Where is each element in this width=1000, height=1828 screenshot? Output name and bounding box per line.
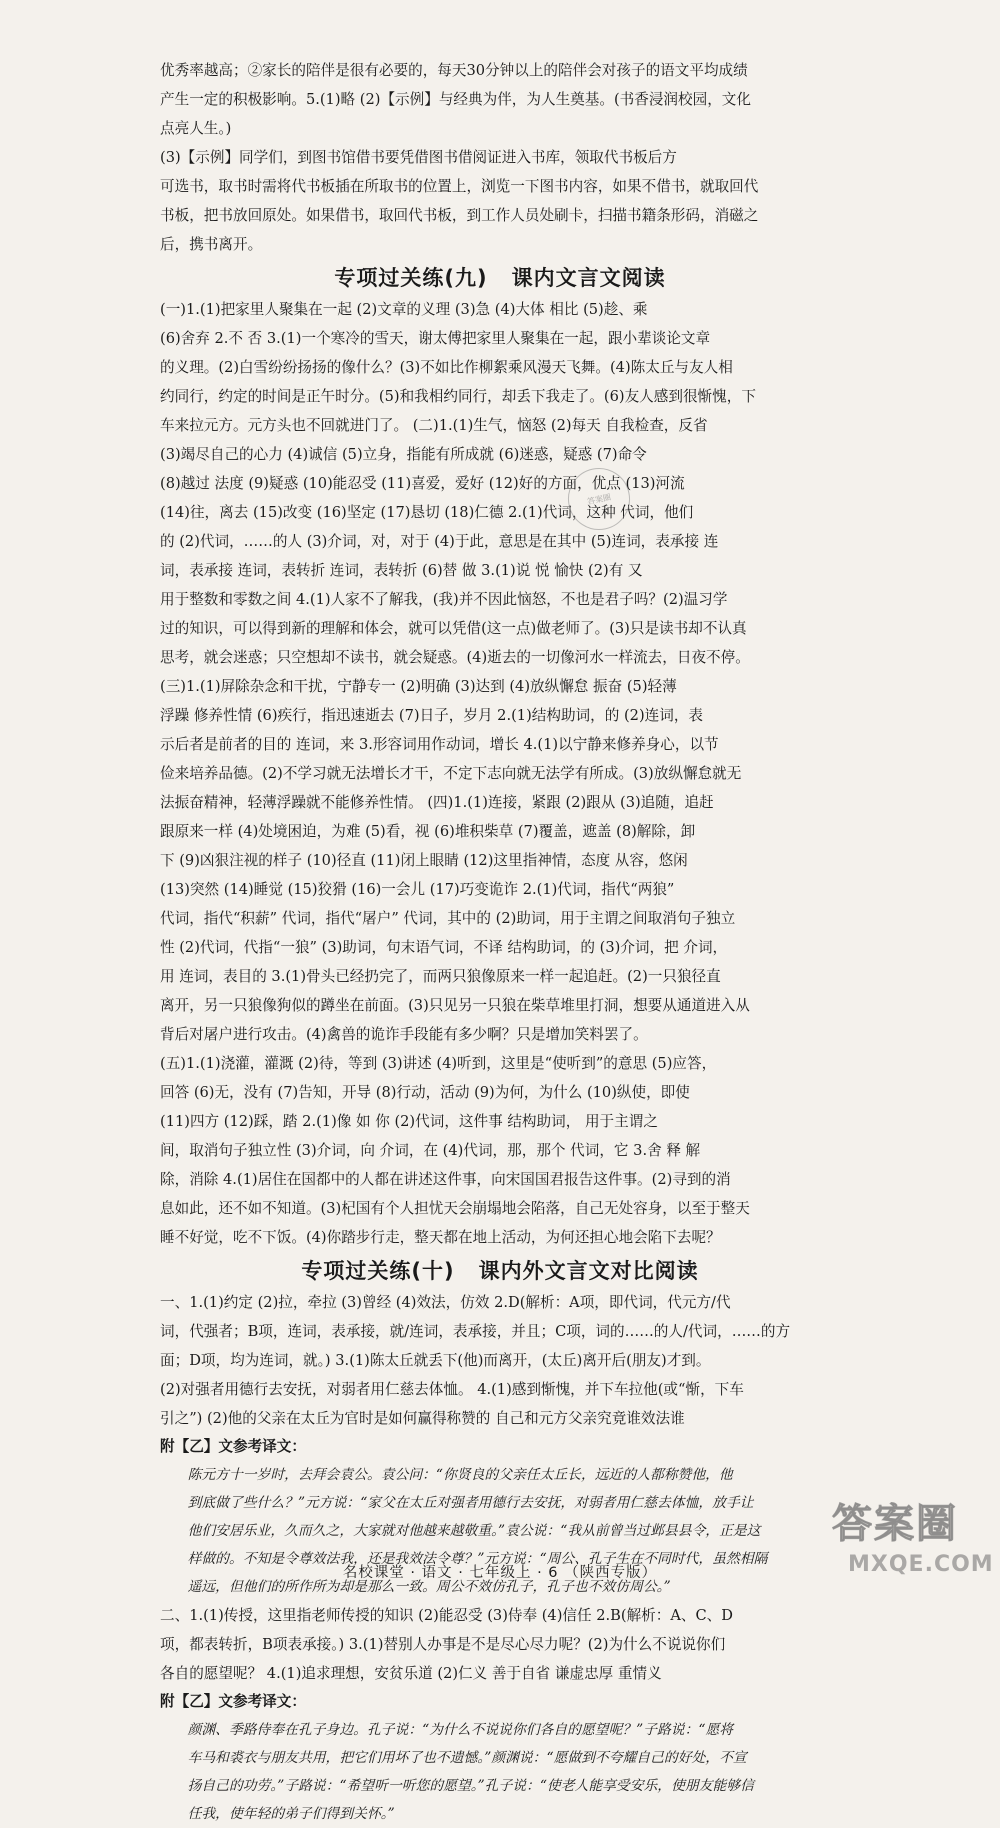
answer-line: 约同行，约定的时间是正午时分。(5)和我相约同行，却丢下我走了。(6)友人感到很惭愧，下 [160, 388, 756, 405]
answer-line: 的 (2)代词，……的人 (3)介词，对，对于 (4)于此，意思是在其中 (5)连词，表承接 连 [160, 533, 719, 550]
answer-line: (8)越过 法度 (9)疑惑 (10)能忍受 (11)喜爱，爱好 (12)好的方面，优点 (13)河流 [160, 475, 685, 492]
intro-line: 优秀率越高；②家长的陪伴是很有必要的，每天30分钟以上的陪伴会对孩子的语文平均成绩 [160, 62, 748, 79]
section-9-heading [160, 261, 840, 295]
translation-2 [160, 1716, 840, 1828]
section-10-part-1 [160, 1288, 840, 1433]
answer-line: (11)四方 (12)踩，踏 2.(1)像 如 你 (2)代词，这件事 结构助词， 用于主谓之 [160, 1113, 658, 1130]
translation-line: 到底做了些什么？”元方说：“家父在太丘对强者用德行去安抚，对弱者用仁慈去体恤，放手让 [187, 1495, 754, 1511]
translation-line: 陈元方十一岁时，去拜会袁公。袁公问：“你贤良的父亲任太丘长，远近的人都称赞他，他 [187, 1467, 733, 1483]
answer-line: 间，取消句子独立性 (3)介词，向 介词，在 (4)代词，那，那个 代词，它 3.舍 释 解 [160, 1142, 701, 1159]
translation-line: 遥远，但他们的所作所为却是那么一致。周公不效仿孔子，孔子也不效仿周公。” [187, 1579, 671, 1595]
watermark-url: MXQE.COM [848, 1552, 994, 1577]
answer-line: 二、1.(1)传授，这里指老师传授的知识 (2)能忍受 (3)侍奉 (4)信任 2.B(解析：A、C、D [160, 1607, 733, 1624]
intro-line: 书板，把书放回原处。如果借书，取回代书板，到工作人员处刷卡，扫描书籍条形码，消磁之 [160, 207, 759, 224]
answer-line: 跟原来一样 (4)处境困迫，为难 (5)看，视 (6)堆积柴草 (7)覆盖，遮盖 (8)解除，卸 [160, 823, 696, 840]
stamp-text: 答案圈 [586, 492, 612, 506]
answer-line: 下 (9)凶狠注视的样子 (10)径直 (11)闭上眼睛 (12)这里指神情，态度 从容，悠闲 [160, 852, 688, 869]
translation-line: 扬自己的功劳。”子路说：“希望听一听您的愿望。”孔子说：“使老人能享受安乐，使朋友能够信 [187, 1778, 754, 1794]
answer-line: (三)1.(1)屏除杂念和干扰，宁静专一 (2)明确 (3)达到 (4)放纵懈怠 振奋 (5)轻薄 [160, 678, 677, 695]
answer-line: (2)对强者用德行去安抚，对弱者用仁慈去体恤。 4.(1)感到惭愧，并下车拉他(或“惭，下车 [160, 1381, 744, 1398]
intro-line: 点亮人生。) [160, 120, 232, 137]
translation-line: 颜渊、季路侍奉在孔子身边。孔子说：“为什么不说说你们各自的愿望呢？”子路说：“愿将 [187, 1722, 734, 1738]
answer-line: 睡不好觉，吃不下饭。(4)你踏步行走，整天都在地上活动，为何还担心地会陷下去呢？ [160, 1229, 721, 1246]
answer-line: 思考，就会迷惑；只空想却不读书，就会疑惑。(4)逝去的一切像河水一样流去，日夜不停。 [160, 649, 750, 666]
translation-line: 他们安居乐业，久而久之，大家就对他越来越敬重。”袁公说：“我从前曾当过邺县县令，正是这 [187, 1523, 761, 1539]
intro-line: 产生一定的积极影响。5.(1)略 (2)【示例】与经典为伴，为人生奠基。(书香浸润校园，文化 [160, 91, 751, 108]
answer-line: 引之”) (2)他的父亲在太丘为官时是如何赢得称赞的 自己和元方父亲究竟谁效法谁 [160, 1410, 685, 1427]
answer-line: 离开，另一只狼像狗似的蹲坐在前面。(3)只见另一只狼在柴草堆里打洞，想要从通道进入从 [160, 997, 750, 1014]
answer-line: (14)往，离去 (15)改变 (16)坚定 (17)恳切 (18)仁德 2.(1)代词，这种 代词，他们 [160, 504, 694, 521]
answer-line: 背后对屠户进行攻击。(4)禽兽的诡诈手段能有多少啊？只是增加笑料罢了。 [160, 1026, 648, 1043]
answer-line: 代词，指代“积薪” 代词，指代“屠户” 代词，其中的 (2)助词，用于主谓之间取消句子独立 [160, 910, 736, 927]
intro-block [160, 56, 840, 259]
answer-line: 各自的愿望呢？ 4.(1)追求理想，安贫乐道 (2)仁义 善于自省 谦虚忠厚 重情义 [160, 1665, 662, 1682]
answer-line: 浮躁 修养性情 (6)疾行，指迅速逝去 (7)日子，岁月 2.(1)结构助词，的 (2)连词，表 [160, 707, 704, 724]
intro-line: 可选书，取书时需将代书板插在所取书的位置上，浏览一下图书内容，如果不借书，就取回代 [160, 178, 759, 195]
answer-line: 用于整数和零数之间 4.(1)人家不了解我，(我)并不因此恼怒，不也是君子吗？(2)温习学 [160, 591, 728, 608]
section-10-heading [160, 1254, 840, 1288]
answer-line: (3)竭尽自己的心力 (4)诚信 (5)立身，指能有所成就 (6)迷惑，疑惑 (7)命令 [160, 446, 647, 463]
answer-line: 示后者是前者的目的 连词，来 3.形容词用作动词，增长 4.(1)以宁静来修养身心，以节 [160, 736, 719, 753]
answer-line: 俭来培养品德。(2)不学习就无法增长才干，不定下志向就无法学有所成。(3)放纵懈怠就无 [160, 765, 742, 782]
answer-line: 车来拉元方。元方头也不回就进门了。 (二)1.(1)生气，恼怒 (2)每天 自我检查，反省 [160, 417, 708, 434]
answer-line: (五)1.(1)浇灌，灌溉 (2)待，等到 (3)讲述 (4)听到，这里是“使听到”的意思 (5)应答， [160, 1055, 717, 1072]
answer-line: 词，表承接 连词，表转折 连词，表转折 (6)替 做 3.(1)说 悦 愉快 (2)有 又 [160, 562, 643, 579]
intro-line: 后，携书离开。 [160, 236, 263, 253]
answer-line: 除，消除 4.(1)居住在国都中的人都在讲述这件事，向宋国国君报告这件事。(2)寻到的消 [160, 1171, 731, 1188]
answer-line: 法振奋精神，轻薄浮躁就不能修养性情。 (四)1.(1)连接，紧跟 (2)跟从 (3)追随，追赶 [160, 794, 714, 811]
translation-line: 样做的。不知是令尊效法我，还是我效法令尊？”元方说：“周公、孔子生在不同时代，虽然相隔 [187, 1551, 768, 1567]
section-9-title-a: 专项过关练(九) [334, 266, 488, 290]
answer-line: (一)1.(1)把家里人聚集在一起 (2)文章的义理 (3)急 (4)大体 相比 (5)趁、乘 [160, 301, 648, 318]
section-9-body [160, 295, 840, 1252]
section-10-title-a: 专项过关练(十) [301, 1259, 455, 1283]
answer-line: 过的知识，可以得到新的理解和体会，就可以凭借(这一点)做老师了。(3)只是读书却不认真 [160, 620, 747, 637]
appendix-label-2: 附【乙】文参考译文： [160, 1693, 306, 1710]
section-9-title-b: 课内文言文阅读 [511, 266, 666, 290]
answer-line: 用 连词，表目的 3.(1)骨头已经扔完了，而两只狼像原来一样一起追赶。(2)一只狼径直 [160, 968, 721, 985]
answer-line: 面；D项，均为连词，就。) 3.(1)陈太丘就丢下(他)而离开，(太丘)离开后(朋友)才到。 [160, 1352, 711, 1369]
page-footer: 名校课堂 · 语文 · 七年级上 · 6 （陕西专版） [342, 1565, 658, 1581]
answer-line: 项，都表转折，B项表承接。) 3.(1)替别人办事是不是尽心尽力呢？(2)为什么不说说你们 [160, 1636, 726, 1653]
section-10-title-b: 课内外文言文对比阅读 [478, 1259, 699, 1283]
answer-line: (13)突然 (14)睡觉 (15)狡猾 (16)一会儿 (17)巧变诡诈 2.(1)代词，指代“两狼” [160, 881, 675, 898]
intro-line: (3)【示例】同学们，到图书馆借书要凭借图书借阅证进入书库，领取代书板后方 [160, 149, 677, 166]
answer-line: 息如此，还不如不知道。(3)杞国有个人担忧天会崩塌地会陷落，自己无处容身，以至于整天 [160, 1200, 750, 1217]
section-10-part-2 [160, 1601, 840, 1688]
answer-line: 词，代强者；B项，连词，表承接，就/连词，表承接，并且；C项，词的……的人/代词，……的方 [160, 1323, 791, 1340]
watermark-logo [826, 1490, 994, 1595]
answer-line: 回答 (6)无，没有 (7)告知，开导 (8)行动，活动 (9)为何，为什么 (10)纵使，即使 [160, 1084, 690, 1101]
translation-line: 任我，使年轻的弟子们得到关怀。” [187, 1806, 395, 1822]
answer-line: 一、1.(1)约定 (2)拉，牵拉 (3)曾经 (4)效法，仿效 2.D(解析：A项，即代词，代元方/代 [160, 1294, 731, 1311]
answer-line: 的义理。(2)白雪纷纷扬扬的像什么？(3)不如比作柳絮乘风漫天飞舞。(4)陈太丘与友人相 [160, 359, 733, 376]
answer-line: (6)舍弃 2.不 否 3.(1)一个寒冷的雪天，谢太傅把家里人聚集在一起，跟小辈谈论文章 [160, 330, 711, 347]
appendix-label-1: 附【乙】文参考译文： [160, 1438, 306, 1455]
answer-line: 性 (2)代词，代指“一狼” (3)助词，句末语气词，不译 结构助词，的 (3)介词，把 介词， [160, 939, 728, 956]
translation-line: 车马和裘衣与朋友共用，把它们用坏了也不遗憾。”颜渊说：“愿做到不夸耀自己的好处，不宣 [187, 1750, 747, 1766]
watermark-text: 答案圈 [832, 1501, 958, 1547]
